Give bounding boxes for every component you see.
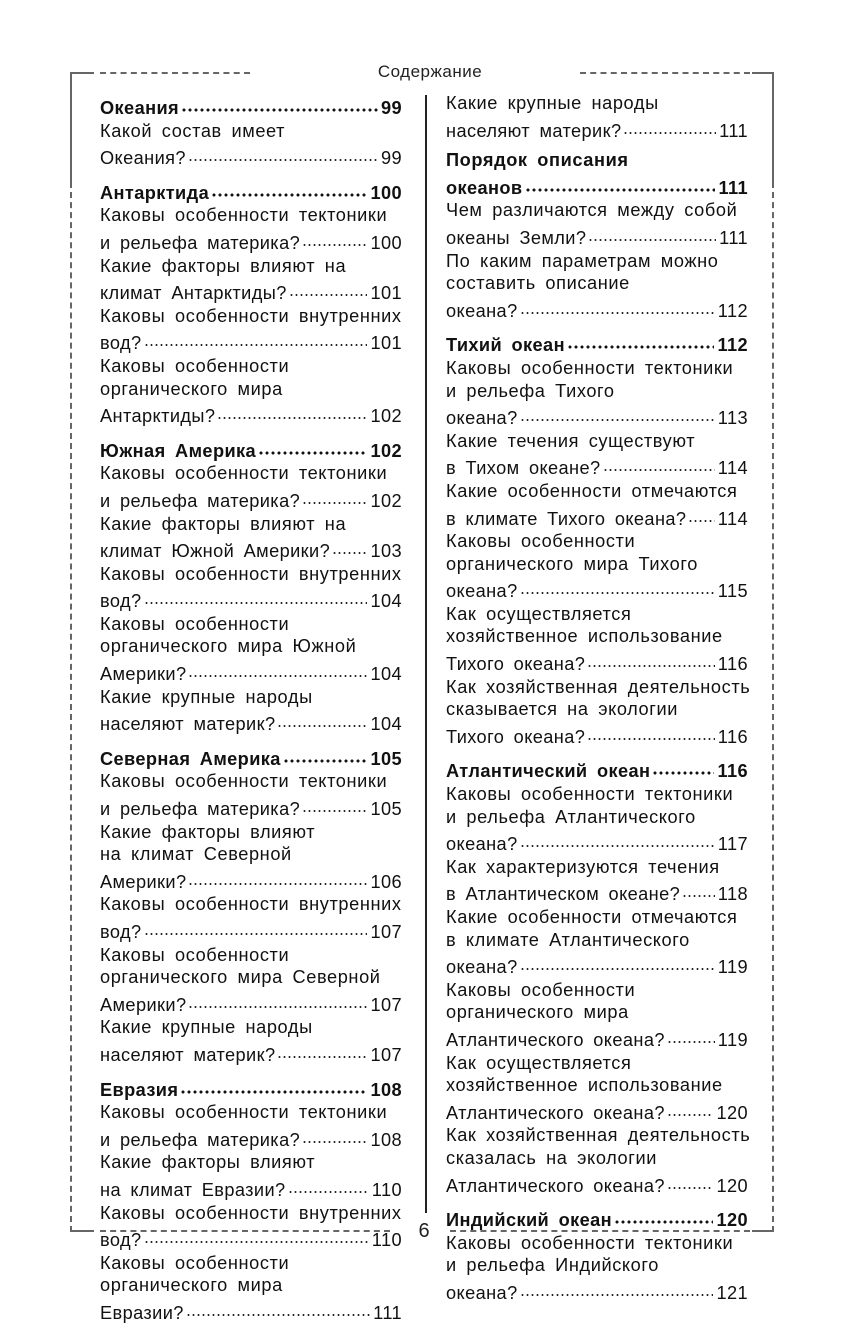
toc-entry-text: вод? bbox=[100, 1230, 142, 1251]
toc-entry-text: Америки? bbox=[100, 871, 187, 892]
page-ref: 116 bbox=[717, 726, 748, 747]
dot-leader bbox=[302, 485, 367, 507]
frame-line bbox=[70, 72, 94, 74]
toc-entry-line: Каковы особенности bbox=[100, 944, 290, 965]
toc-section bbox=[446, 1204, 748, 1304]
toc-entry[interactable] bbox=[446, 115, 748, 143]
dot-leader bbox=[520, 1277, 714, 1299]
dot-leader bbox=[188, 658, 367, 680]
toc-entry[interactable] bbox=[446, 648, 748, 676]
toc-entry-text: океана? bbox=[446, 300, 518, 321]
toc-entry-line: органического мира Тихого bbox=[446, 553, 698, 574]
toc-entry-text: населяют материк? bbox=[100, 714, 276, 735]
toc-entry-line: Каковы особенности тектоники bbox=[100, 205, 388, 226]
page-ref: 104 bbox=[370, 591, 402, 612]
page-ref: 104 bbox=[370, 664, 402, 685]
section-heading-text: Северная Америка bbox=[100, 748, 281, 769]
frame-line bbox=[580, 72, 750, 74]
toc-entry[interactable] bbox=[100, 793, 402, 821]
toc-entry-text: и рельефа материка? bbox=[100, 799, 301, 820]
toc-entry-line: хозяйственное использование bbox=[446, 626, 723, 647]
toc-entry-text: Океания? bbox=[100, 148, 186, 169]
toc-entry-line: органического мира bbox=[446, 1002, 629, 1023]
toc-entry[interactable] bbox=[446, 503, 748, 531]
page-ref: 112 bbox=[717, 300, 748, 321]
page-ref: 110 bbox=[371, 1179, 402, 1200]
toc-entry-line: Какие крупные народы bbox=[100, 686, 313, 707]
dot-leader bbox=[688, 503, 714, 525]
toc-entry-line: Каковы особенности тектоники bbox=[100, 463, 388, 484]
section-heading-text: Океания bbox=[100, 98, 180, 118]
frame-line bbox=[752, 1230, 774, 1232]
toc-entry[interactable] bbox=[100, 1039, 402, 1067]
page-ref: 120 bbox=[716, 1175, 748, 1196]
dot-leader bbox=[520, 828, 715, 850]
toc-entry-text: климат Южной Америки? bbox=[100, 541, 331, 562]
frame-line bbox=[772, 182, 774, 1232]
frame-line bbox=[772, 72, 774, 182]
page-ref: 105 bbox=[370, 748, 402, 769]
toc-entry-line: Какие факторы влияют bbox=[100, 1152, 316, 1173]
toc-entry[interactable] bbox=[446, 951, 748, 979]
toc-entry-text: океана? bbox=[446, 957, 518, 978]
toc-entry-text: Атлантического океана? bbox=[446, 1029, 665, 1050]
page-header-title: Содержание bbox=[330, 62, 530, 82]
toc-entry-line: Каковы особенности тектоники bbox=[446, 784, 734, 805]
page-ref: 105 bbox=[370, 799, 402, 820]
dot-leader bbox=[217, 400, 367, 422]
dot-leader bbox=[277, 1039, 367, 1061]
toc-entry[interactable] bbox=[100, 989, 402, 1017]
toc-entry-line: Какие крупные народы bbox=[100, 1017, 313, 1038]
page-ref: 111 bbox=[719, 227, 748, 248]
toc-entry-text: и рельефа материка? bbox=[100, 490, 301, 511]
toc-section bbox=[446, 149, 748, 322]
dot-leader bbox=[181, 92, 378, 114]
dot-leader bbox=[186, 1297, 370, 1319]
dot-leader bbox=[520, 575, 715, 597]
page-ref: 103 bbox=[370, 541, 402, 562]
toc-entry-line: хозяйственное использование bbox=[446, 1075, 723, 1096]
section-heading-text: Тихий океан bbox=[446, 335, 565, 356]
toc-entry-line: Каковы особенности тектоники bbox=[446, 357, 734, 378]
toc-column-left bbox=[100, 92, 402, 1327]
toc-entry-text: Евразии? bbox=[100, 1302, 184, 1323]
toc-entry[interactable] bbox=[100, 866, 402, 894]
toc-section bbox=[100, 92, 402, 170]
toc-entry-line: Какие факторы влияют bbox=[100, 821, 316, 842]
toc-entry[interactable] bbox=[446, 402, 748, 430]
toc-entry-line: Каковы особенности bbox=[100, 1252, 290, 1273]
page-ref: 121 bbox=[716, 1282, 748, 1303]
section-heading-text: Индийский океан bbox=[446, 1210, 613, 1231]
frame-line bbox=[70, 182, 72, 1232]
dot-leader bbox=[302, 1124, 367, 1146]
toc-entry-text: и рельефа материка? bbox=[100, 232, 301, 253]
dot-leader bbox=[332, 535, 367, 557]
toc-entry-text: вод? bbox=[100, 333, 142, 354]
toc-entry[interactable] bbox=[446, 222, 748, 250]
toc-section bbox=[100, 743, 402, 1067]
toc-entry-line: Какие особенности отмечаются bbox=[446, 480, 738, 501]
toc-entry-line: Какие факторы влияют на bbox=[100, 513, 347, 534]
page-number: 6 bbox=[418, 1220, 430, 1242]
toc-entry-text: в климате Тихого океана? bbox=[446, 508, 687, 529]
toc-entry-text: в Атлантическом океане? bbox=[446, 884, 681, 905]
toc-entry[interactable] bbox=[100, 708, 402, 736]
dot-leader bbox=[283, 743, 368, 765]
toc-entry-text: в Тихом океане? bbox=[446, 458, 601, 479]
toc-entry-text: Тихого океана? bbox=[446, 654, 586, 675]
dot-leader bbox=[614, 1204, 713, 1226]
toc-entry-text: океаны Земли? bbox=[446, 227, 587, 248]
dot-leader bbox=[188, 989, 367, 1011]
section-heading[interactable] bbox=[446, 755, 748, 783]
toc-entry-line: Какие крупные народы bbox=[446, 93, 659, 113]
toc-entry-text: Америки? bbox=[100, 994, 187, 1015]
toc-section bbox=[446, 92, 748, 142]
toc-entry[interactable] bbox=[446, 878, 748, 906]
toc-entry-line: Каковы особенности внутренних bbox=[100, 563, 402, 584]
toc-entry-line: Как осуществляется bbox=[446, 1052, 632, 1073]
toc-entry[interactable] bbox=[446, 1277, 748, 1305]
page-ref: 111 bbox=[719, 120, 748, 141]
toc-entry-text: и рельефа материка? bbox=[100, 1129, 301, 1150]
toc-entry[interactable] bbox=[446, 295, 748, 323]
page-ref: 116 bbox=[717, 761, 748, 782]
section-heading-text: Атлантический океан bbox=[446, 761, 651, 782]
toc-entry-line: сказывается на экологии bbox=[446, 699, 679, 720]
toc-entry-line: и рельефа Индийского bbox=[446, 1255, 659, 1276]
page-ref: 119 bbox=[717, 957, 748, 978]
toc-entry-line: Каковы особенности внутренних bbox=[100, 305, 402, 326]
section-heading-text: Антарктида bbox=[100, 182, 210, 203]
page-ref: 111 bbox=[718, 177, 748, 198]
dot-leader bbox=[144, 327, 368, 349]
toc-entry-text: океана? bbox=[446, 834, 518, 855]
page-ref: 119 bbox=[717, 1029, 748, 1050]
dot-leader bbox=[525, 172, 716, 194]
page-ref: 115 bbox=[717, 581, 748, 602]
dot-leader bbox=[667, 1097, 714, 1119]
column-divider bbox=[425, 95, 427, 1213]
toc-entry-line: Какой состав имеет bbox=[100, 120, 286, 141]
dot-leader bbox=[652, 755, 714, 777]
dot-leader bbox=[144, 585, 368, 607]
toc-entry[interactable] bbox=[446, 721, 748, 749]
section-heading-text: Евразия bbox=[100, 1079, 179, 1100]
dot-leader bbox=[682, 878, 715, 900]
toc-entry-line: Каковы особенности внутренних bbox=[100, 894, 402, 915]
toc-entry-text: населяют материк? bbox=[100, 1044, 276, 1065]
toc-entry[interactable] bbox=[100, 485, 402, 513]
frame-line bbox=[100, 72, 250, 74]
page-ref: 100 bbox=[370, 232, 402, 253]
toc-entry-line: органического мира bbox=[100, 1275, 283, 1296]
toc-entry-line: Каковы особенности bbox=[446, 531, 636, 552]
page-ref: 99 bbox=[380, 148, 402, 169]
toc-entry-text: Америки? bbox=[100, 664, 187, 685]
frame-line bbox=[752, 72, 774, 74]
page-ref: 101 bbox=[370, 333, 402, 354]
frame-line bbox=[70, 72, 72, 182]
toc-entry-line: Чем различаются между собой bbox=[446, 200, 738, 221]
toc-column-right bbox=[446, 92, 751, 1307]
page-ref: 117 bbox=[717, 834, 748, 855]
dot-leader bbox=[258, 435, 367, 457]
toc-entry-line: в климате Атлантического bbox=[446, 929, 690, 950]
toc-entry[interactable] bbox=[446, 452, 748, 480]
page-ref: 114 bbox=[717, 508, 748, 529]
toc-entry-line: органического мира bbox=[100, 378, 283, 399]
page-ref: 113 bbox=[717, 408, 748, 429]
toc-entry-text: океана? bbox=[446, 581, 518, 602]
dot-leader bbox=[603, 452, 715, 474]
toc-entry[interactable] bbox=[100, 535, 402, 563]
dot-leader bbox=[623, 115, 716, 137]
toc-entry-line: Как характеризуются течения bbox=[446, 856, 720, 877]
toc-entry-line: По каким параметрам можно bbox=[446, 250, 719, 271]
toc-section bbox=[100, 435, 402, 736]
dot-leader bbox=[277, 708, 367, 730]
toc-entry-line: Как хозяйственная деятельность bbox=[446, 1125, 751, 1146]
section-heading[interactable] bbox=[100, 92, 402, 120]
dot-leader bbox=[587, 648, 715, 670]
toc-entry[interactable] bbox=[100, 1224, 402, 1252]
toc-entry-text: Антарктиды? bbox=[100, 406, 216, 427]
section-heading-text: Южная Америка bbox=[100, 440, 257, 461]
section-heading[interactable] bbox=[100, 743, 402, 771]
page-ref: 102 bbox=[370, 440, 402, 461]
toc-entry-text: Тихого океана? bbox=[446, 726, 586, 747]
toc-entry-line: и рельефа Тихого bbox=[446, 380, 615, 401]
toc-section bbox=[100, 177, 402, 428]
toc-entry-text: на климат Евразии? bbox=[100, 1179, 286, 1200]
toc-entry[interactable] bbox=[446, 1097, 748, 1125]
frame-line bbox=[70, 1230, 94, 1232]
section-heading[interactable] bbox=[446, 1204, 748, 1232]
page-ref: 102 bbox=[370, 490, 402, 511]
page-ref: 99 bbox=[380, 98, 402, 118]
dot-leader bbox=[289, 277, 368, 299]
page-ref: 108 bbox=[370, 1079, 402, 1100]
dot-leader bbox=[667, 1170, 714, 1192]
toc-section bbox=[446, 755, 751, 1197]
toc-entry-line: Каковы особенности тектоники bbox=[100, 771, 388, 792]
toc-entry-line: Каковы особенности тектоники bbox=[100, 1102, 388, 1123]
dot-leader bbox=[180, 1074, 367, 1096]
toc-entry[interactable] bbox=[100, 142, 402, 170]
page-ref: 100 bbox=[370, 182, 402, 203]
toc-entry[interactable] bbox=[446, 828, 748, 856]
dot-leader bbox=[520, 402, 715, 424]
dot-leader bbox=[188, 142, 378, 164]
dot-leader bbox=[667, 1024, 715, 1046]
dot-leader bbox=[520, 951, 715, 973]
toc-entry-text: вод? bbox=[100, 591, 142, 612]
page-ref: 104 bbox=[370, 714, 402, 735]
toc-entry-text: Атлантического океана? bbox=[446, 1175, 665, 1196]
dot-leader bbox=[188, 866, 367, 888]
toc-section bbox=[446, 329, 751, 748]
toc-entry[interactable] bbox=[446, 1170, 748, 1198]
section-heading-text: океанов bbox=[446, 177, 523, 198]
page-ref: 118 bbox=[717, 884, 748, 905]
page-ref: 107 bbox=[370, 1044, 402, 1065]
dot-leader bbox=[144, 916, 368, 938]
toc-entry-line: Каковы особенности bbox=[446, 979, 636, 1000]
toc-entry-line: сказалась на экологии bbox=[446, 1147, 658, 1168]
dot-leader bbox=[144, 1224, 369, 1246]
toc-entry[interactable] bbox=[446, 1024, 748, 1052]
dot-leader bbox=[288, 1174, 369, 1196]
section-heading[interactable] bbox=[100, 435, 402, 463]
toc-entry[interactable] bbox=[100, 227, 402, 255]
page-ref: 107 bbox=[370, 994, 402, 1015]
page-ref: 107 bbox=[370, 922, 402, 942]
toc-entry-line: Как осуществляется bbox=[446, 603, 632, 624]
page-ref: 102 bbox=[370, 406, 402, 427]
toc-entry[interactable] bbox=[100, 400, 402, 428]
page-ref: 101 bbox=[370, 283, 402, 304]
dot-leader bbox=[302, 227, 367, 249]
page-ref: 111 bbox=[373, 1302, 402, 1323]
toc-entry[interactable] bbox=[100, 916, 402, 944]
toc-entry-line: Каковы особенности внутренних bbox=[100, 1202, 402, 1223]
page-ref: 120 bbox=[716, 1102, 748, 1123]
toc-entry-line: органического мира Северной bbox=[100, 967, 381, 988]
page-ref: 116 bbox=[717, 654, 748, 675]
dot-leader bbox=[302, 793, 367, 815]
toc-entry-line: составить описание bbox=[446, 273, 630, 294]
toc-entry-text: океана? bbox=[446, 408, 518, 429]
toc-entry-line: Как хозяйственная деятельность bbox=[446, 676, 751, 697]
toc-section bbox=[100, 1074, 402, 1325]
toc-entry-line: Какие факторы влияют на bbox=[100, 255, 347, 276]
toc-entry[interactable] bbox=[100, 327, 402, 355]
toc-entry-line: Какие течения существуют bbox=[446, 430, 696, 451]
toc-entry-text: Атлантического океана? bbox=[446, 1102, 665, 1123]
toc-entry-line: органического мира Южной bbox=[100, 636, 357, 657]
toc-entry[interactable] bbox=[446, 575, 748, 603]
toc-entry-line: Каковы особенности тектоники bbox=[446, 1232, 734, 1253]
dot-leader bbox=[211, 177, 367, 199]
dot-leader bbox=[520, 295, 715, 317]
section-heading-line: Порядок описания bbox=[446, 150, 629, 171]
toc-entry-text: океана? bbox=[446, 1282, 518, 1303]
toc-entry-text: климат Антарктиды? bbox=[100, 283, 287, 304]
section-heading[interactable] bbox=[446, 172, 748, 200]
section-heading[interactable] bbox=[100, 177, 402, 205]
toc-entry-line: Какие особенности отмечаются bbox=[446, 907, 738, 927]
page-ref: 108 bbox=[370, 1129, 402, 1150]
toc-entry[interactable] bbox=[100, 1174, 402, 1202]
page-ref: 120 bbox=[716, 1210, 748, 1231]
toc-entry[interactable] bbox=[100, 585, 402, 613]
toc-entry[interactable] bbox=[100, 1124, 402, 1152]
section-heading[interactable] bbox=[100, 1074, 402, 1102]
page-ref: 114 bbox=[717, 458, 748, 479]
toc-entry-line: на климат Северной bbox=[100, 844, 292, 865]
section-heading[interactable] bbox=[446, 329, 748, 357]
page-ref: 112 bbox=[717, 335, 748, 356]
toc-entry-text: вод? bbox=[100, 922, 142, 942]
toc-entry-line: и рельефа Атлантического bbox=[446, 806, 696, 827]
dot-leader bbox=[588, 222, 716, 244]
dot-leader bbox=[587, 721, 715, 743]
toc-entry-line: Каковы особенности bbox=[100, 613, 290, 634]
dot-leader bbox=[567, 329, 714, 351]
toc-entry-line: Каковы особенности bbox=[100, 355, 290, 376]
toc-entry[interactable] bbox=[100, 277, 402, 305]
toc-entry-text: населяют материк? bbox=[446, 120, 622, 141]
page-ref: 106 bbox=[370, 871, 402, 892]
toc-entry[interactable] bbox=[100, 658, 402, 686]
page-ref: 110 bbox=[371, 1230, 402, 1251]
